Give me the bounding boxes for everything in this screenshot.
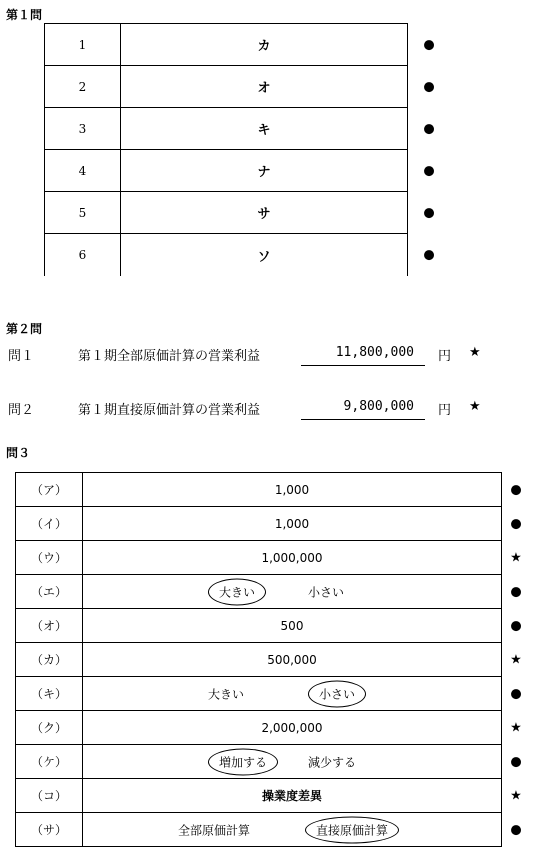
q1-row-answer: キ [257, 123, 271, 138]
q3-row-cell [83, 541, 501, 574]
q2-item1-mark: ★ [469, 345, 481, 360]
q3-row-cell [83, 575, 501, 608]
q3-row [16, 507, 522, 541]
q1-title: 第１問 [6, 8, 43, 22]
q3-row-label: （オ） [16, 609, 83, 642]
q3-row-label: （イ） [16, 507, 83, 540]
q3-row-cell [83, 745, 501, 778]
q2-item1-label: 問１ [8, 349, 35, 364]
q3-row-cell [83, 643, 501, 676]
q1-row-number: 1 [45, 24, 121, 65]
q1-row-answer: サ [257, 207, 271, 222]
q2-item2-unit: 円 [438, 403, 452, 418]
q2-item2-label: 問２ [8, 403, 35, 418]
q3-option-1: 大きい [208, 687, 245, 701]
q3-row [16, 473, 522, 507]
q1-row-answer: ソ [257, 249, 271, 265]
q1-row [45, 24, 435, 66]
q1-row [45, 66, 435, 108]
q1-row-answer: オ [257, 81, 271, 96]
q3-row [16, 541, 522, 575]
q3-row-value: 操業度差異 [261, 789, 322, 803]
q2-item2-value: 9,800,000 [343, 399, 414, 414]
q3-row-label: （ク） [16, 711, 83, 744]
q3-row [16, 609, 522, 643]
q3-row-label: （サ） [16, 813, 83, 846]
q1-row-number: 3 [45, 108, 121, 149]
q3-option-1: 大きい [208, 578, 266, 605]
q3-row-cell [83, 507, 501, 540]
q3-row-cell [83, 677, 501, 710]
q1-row [45, 234, 435, 276]
q3-option-2: 小さい [308, 585, 345, 599]
q3-row-mark: ● [510, 822, 522, 837]
q3-row-mark: ★ [510, 652, 522, 667]
q3-row [16, 677, 522, 711]
q1-row-mark: ● [423, 121, 435, 136]
q3-row-label: （ア） [16, 473, 83, 506]
q1-row-mark: ● [423, 247, 435, 263]
q3-row-mark: ● [510, 516, 522, 531]
q3-row-value: 500,000 [267, 652, 317, 667]
q1-row-number: 6 [45, 234, 121, 276]
q3-row-mark: ● [510, 584, 522, 599]
q1-row-mark: ● [423, 79, 435, 94]
q3-row-label: （ウ） [16, 541, 83, 574]
q3-option-2: 小さい [308, 680, 366, 707]
q3-row-value: 500 [280, 618, 304, 633]
q3-option-1: 全部原価計算 [178, 823, 251, 837]
q3-row-mark: ● [510, 686, 522, 701]
q3-row-mark: ● [510, 618, 522, 633]
q3-row [16, 779, 522, 813]
q1-row [45, 108, 435, 150]
q3-row-label: （ケ） [16, 745, 83, 778]
q3-row-cell [83, 609, 501, 642]
q1-row [45, 192, 435, 234]
q3-answer-table [15, 472, 522, 847]
q3-option-1: 増加する [208, 748, 278, 775]
q3-row [16, 575, 522, 609]
q2-item2-desc: 第１期直接原価計算の営業利益 [78, 403, 261, 418]
q1-row-answer: カ [257, 39, 271, 54]
q3-row-label: （コ） [16, 779, 83, 812]
q3-row-mark: ★ [510, 788, 522, 803]
q3-row [16, 745, 522, 779]
q2-item1-value: 11,800,000 [335, 345, 414, 360]
q2-item2-underline [301, 419, 425, 420]
q3-row-cell [83, 473, 501, 506]
q2-item1-underline [301, 365, 425, 366]
q1-row-number: 5 [45, 192, 121, 233]
q1-row-mark: ● [423, 163, 435, 178]
q3-row-cell [83, 779, 501, 812]
q1-row [45, 150, 435, 192]
q1-row-answer: ナ [257, 165, 271, 180]
q3-row-mark: ★ [510, 720, 522, 735]
q3-option-2: 減少する [308, 755, 357, 769]
q3-row [16, 813, 522, 846]
q1-answer-table [44, 23, 435, 276]
q3-row-value: 1,000 [274, 516, 310, 531]
q3-row [16, 643, 522, 677]
q3-row [16, 711, 522, 745]
q3-row-value: 1,000,000 [261, 550, 323, 565]
q3-row-cell [83, 813, 501, 846]
q3-row-value: 1,000 [274, 482, 310, 497]
q1-row-number: 2 [45, 66, 121, 107]
q3-row-label: （キ） [16, 677, 83, 710]
q2-title: 第２問 [6, 322, 43, 336]
q3-row-cell [83, 711, 501, 744]
q3-row-mark: ★ [510, 550, 522, 565]
q3-row-label: （エ） [16, 575, 83, 608]
q3-row-mark: ● [510, 482, 522, 497]
q1-row-number: 4 [45, 150, 121, 191]
q3-row-value: 2,000,000 [261, 720, 323, 735]
q1-row-mark: ● [423, 37, 435, 52]
q3-row-label: （カ） [16, 643, 83, 676]
q1-row-mark: ● [423, 205, 435, 220]
q3-title: 問３ [6, 446, 31, 460]
q3-row-mark: ● [510, 754, 522, 769]
q3-option-2: 直接原価計算 [305, 816, 399, 843]
q2-item1-desc: 第１期全部原価計算の営業利益 [78, 349, 261, 364]
q2-item1-unit: 円 [438, 349, 452, 364]
q2-item2-mark: ★ [469, 399, 481, 414]
